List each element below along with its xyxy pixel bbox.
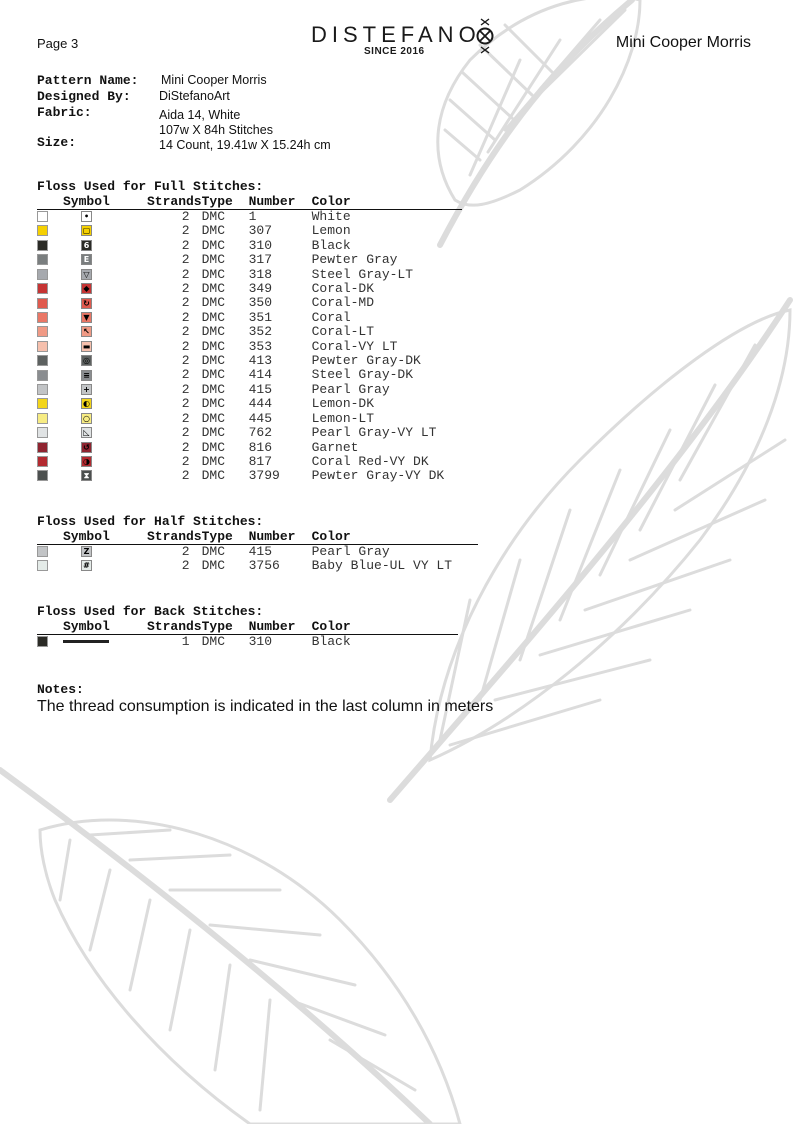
full-stitches-table	[37, 195, 462, 484]
type-cell: DMC	[201, 396, 226, 412]
stitch-symbol-icon: ◎	[81, 355, 92, 366]
strands-cell: 2	[181, 338, 190, 354]
color-swatch	[37, 312, 48, 323]
number-cell: 762	[248, 425, 273, 441]
type-cell: DMC	[201, 453, 226, 469]
color-swatch	[37, 240, 48, 251]
number-cell: 350	[248, 295, 273, 311]
back-stitches-rows	[37, 635, 458, 650]
color-swatch	[37, 413, 48, 424]
stitch-symbol-icon: #	[81, 560, 92, 571]
type-cell: DMC	[201, 425, 226, 441]
stitch-count-value: 107w X 84h Stitches	[159, 123, 273, 137]
floss-row	[37, 340, 462, 354]
color-name-cell: Pearl Gray-VY LT	[311, 425, 437, 441]
number-cell: 307	[248, 223, 273, 239]
number-cell: 3799	[248, 468, 280, 484]
strands-cell: 2	[181, 410, 190, 426]
size-value: 14 Count, 19.41w X 15.24h cm	[159, 138, 331, 152]
swatch-column-header	[37, 530, 63, 545]
type-cell: DMC	[201, 324, 226, 340]
color-name-cell: Lemon	[311, 223, 351, 239]
number-cell: 3756	[248, 558, 280, 574]
type-cell: DMC	[201, 468, 226, 484]
table-header-row	[37, 530, 478, 545]
type-cell: DMC	[201, 558, 226, 574]
stitch-symbol-icon: ⧗	[81, 470, 92, 481]
color-swatch	[37, 456, 48, 467]
floss-row	[37, 545, 478, 560]
floss-row	[37, 210, 462, 225]
color-column-header: Color	[312, 195, 462, 210]
stitch-symbol-icon: ◐	[81, 398, 92, 409]
swatch-column-header	[37, 620, 63, 635]
color-swatch	[37, 427, 48, 438]
notes-text: The thread consumption is indicated in the last column in meters	[37, 698, 494, 715]
back-stitch-line-icon	[63, 640, 109, 643]
designed-by-label: Designed By:	[37, 89, 131, 104]
number-cell: 1	[248, 209, 257, 224]
color-name-cell: Coral-VY LT	[311, 338, 398, 354]
color-name-cell: Steel Gray-LT	[311, 266, 414, 282]
color-name-cell: Lemon-DK	[311, 396, 375, 412]
strands-column-header: Strands	[147, 619, 202, 634]
brand-logo-text: DISTEFANO	[311, 22, 481, 47]
type-column-header: Type	[202, 620, 249, 635]
notes-label: Notes:	[37, 682, 84, 697]
stitch-symbol-icon: ↖	[81, 326, 92, 337]
color-swatch	[37, 211, 48, 222]
type-cell: DMC	[201, 544, 226, 559]
number-cell: 444	[248, 396, 273, 412]
brand-logo-tagline: SINCE 2016	[364, 46, 425, 57]
color-swatch	[37, 470, 48, 481]
color-swatch	[37, 326, 48, 337]
color-name-cell: Coral-MD	[311, 295, 375, 311]
strands-cell: 2	[181, 453, 190, 469]
stitch-symbol-icon: E	[81, 254, 92, 265]
strands-cell: 2	[181, 544, 190, 559]
color-swatch	[37, 254, 48, 265]
type-cell: DMC	[201, 367, 226, 383]
floss-row	[37, 559, 478, 573]
color-name-cell: Lemon-LT	[311, 410, 375, 426]
color-swatch	[37, 370, 48, 381]
number-cell: 352	[248, 324, 273, 340]
number-column-header: Number	[249, 620, 312, 635]
type-cell: DMC	[201, 309, 226, 325]
color-swatch	[37, 341, 48, 352]
number-cell: 415	[248, 381, 273, 397]
type-cell: DMC	[201, 439, 226, 455]
color-swatch	[37, 283, 48, 294]
strands-cell: 2	[181, 439, 190, 455]
symbol-column-header: Symbol	[63, 620, 147, 635]
table-header-row	[37, 195, 462, 210]
floss-row	[37, 441, 462, 455]
strands-cell: 2	[181, 367, 190, 383]
stitch-symbol-icon: ◆	[81, 283, 92, 294]
stitch-symbol-icon: ▽	[81, 269, 92, 280]
floss-row	[37, 268, 462, 282]
fabric-label: Fabric:	[37, 105, 92, 120]
strands-cell: 2	[181, 237, 190, 253]
color-name-cell: Pewter Gray	[311, 252, 398, 268]
floss-row	[37, 239, 462, 253]
color-name-cell: Coral	[311, 309, 351, 325]
type-column-header: Type	[202, 195, 249, 210]
strands-cell: 2	[181, 266, 190, 282]
floss-row	[37, 412, 462, 426]
number-column-header: Number	[249, 195, 312, 210]
color-swatch	[37, 560, 48, 571]
number-column-header: Number	[249, 530, 312, 545]
table-header-row	[37, 620, 458, 635]
number-cell: 318	[248, 266, 273, 282]
strands-column-header: Strands	[147, 529, 202, 544]
color-swatch	[37, 442, 48, 453]
half-stitches-title: Floss Used for Half Stitches:	[37, 514, 264, 529]
type-cell: DMC	[201, 410, 226, 426]
full-stitches-title: Floss Used for Full Stitches:	[37, 179, 264, 194]
floss-row	[37, 469, 462, 483]
type-cell: DMC	[201, 266, 226, 282]
floss-row	[37, 455, 462, 469]
symbol-column-header: Symbol	[63, 530, 147, 545]
color-swatch	[37, 384, 48, 395]
type-cell: DMC	[201, 237, 226, 253]
color-swatch	[37, 398, 48, 409]
color-column-header: Color	[312, 530, 478, 545]
color-name-cell: Pearl Gray	[311, 544, 390, 559]
strands-cell: 2	[181, 353, 190, 369]
floss-row	[37, 635, 458, 650]
stitch-symbol-icon: Z	[81, 546, 92, 557]
symbol-column-header: Symbol	[63, 195, 147, 210]
number-cell: 415	[248, 544, 273, 559]
color-swatch	[37, 636, 48, 647]
color-column-header: Color	[312, 620, 458, 635]
strands-cell: 2	[181, 309, 190, 325]
type-cell: DMC	[201, 338, 226, 354]
fabric-value: Aida 14, White	[159, 108, 241, 122]
floss-row	[37, 282, 462, 296]
color-name-cell: Coral-DK	[311, 281, 375, 297]
floss-row	[37, 368, 462, 382]
floss-row	[37, 224, 462, 238]
color-name-cell: Pewter Gray-DK	[311, 353, 421, 369]
color-swatch	[37, 546, 48, 557]
half-stitches-table	[37, 530, 478, 574]
stitch-symbol-icon: ◑	[81, 456, 92, 467]
stitch-symbol-icon: ▬	[82, 341, 91, 351]
color-swatch	[37, 269, 48, 280]
color-name-cell: Black	[311, 634, 351, 649]
number-cell: 317	[248, 252, 273, 268]
stitch-symbol-icon: ↺	[81, 442, 92, 453]
color-name-cell: Coral-LT	[311, 324, 375, 340]
strands-cell: 2	[181, 381, 190, 397]
strands-cell: 2	[181, 396, 190, 412]
number-cell: 817	[248, 453, 273, 469]
strands-cell: 2	[181, 281, 190, 297]
strands-cell: 2	[181, 425, 190, 441]
number-cell: 414	[248, 367, 273, 383]
floss-row	[37, 397, 462, 411]
strands-cell: 2	[181, 558, 190, 574]
color-name-cell: Black	[311, 237, 351, 253]
pattern-name-value: Mini Cooper Morris	[161, 73, 267, 87]
strands-cell: 2	[181, 223, 190, 239]
page-number: Page 3	[37, 36, 79, 51]
half-stitches-rows	[37, 545, 478, 574]
number-cell: 310	[248, 634, 273, 649]
strands-cell: 2	[181, 209, 190, 224]
number-cell: 445	[248, 410, 273, 426]
number-cell: 351	[248, 309, 273, 325]
type-cell: DMC	[201, 281, 226, 297]
floss-row	[37, 253, 462, 267]
type-cell: DMC	[201, 353, 226, 369]
stitch-symbol-icon: 6	[81, 240, 92, 251]
document-title: Mini Cooper Morris	[615, 34, 751, 51]
strands-cell: 1	[181, 634, 190, 649]
floss-row	[37, 426, 462, 440]
color-name-cell: Pewter Gray-VY DK	[311, 468, 445, 484]
size-label: Size:	[37, 135, 77, 150]
stitch-symbol-icon: ▢	[82, 226, 91, 236]
stitch-symbol-icon: ↻	[81, 298, 92, 309]
color-swatch	[37, 225, 48, 236]
floss-row	[37, 383, 462, 397]
number-cell: 816	[248, 439, 273, 455]
brand-logo-mark-icon	[474, 17, 496, 55]
swatch-column-header	[37, 195, 63, 210]
number-cell: 310	[248, 237, 273, 253]
color-name-cell: Pearl Gray	[311, 381, 390, 397]
back-stitches-table	[37, 620, 458, 649]
type-column-header: Type	[202, 530, 249, 545]
type-cell: DMC	[201, 252, 226, 268]
color-swatch	[37, 298, 48, 309]
strands-cell: 2	[181, 252, 190, 268]
stitch-symbol-icon: ▼	[81, 312, 92, 323]
strands-cell: 2	[181, 295, 190, 311]
full-stitches-rows	[37, 210, 462, 484]
color-name-cell: Garnet	[311, 439, 359, 455]
back-stitches-title: Floss Used for Back Stitches:	[37, 604, 264, 619]
color-name-cell: White	[311, 209, 351, 224]
type-cell: DMC	[201, 381, 226, 397]
stitch-symbol-icon: ≡	[81, 370, 92, 381]
stitch-symbol-icon: •	[81, 211, 92, 222]
color-name-cell: Coral Red-VY DK	[311, 453, 429, 469]
floss-row	[37, 325, 462, 339]
color-name-cell: Baby Blue-UL VY LT	[311, 558, 453, 574]
type-cell: DMC	[201, 223, 226, 239]
strands-cell: 2	[181, 468, 190, 484]
floss-row	[37, 296, 462, 310]
type-cell: DMC	[201, 634, 226, 649]
type-cell: DMC	[201, 295, 226, 311]
color-swatch	[37, 355, 48, 366]
number-cell: 349	[248, 281, 273, 297]
color-name-cell: Steel Gray-DK	[311, 367, 414, 383]
floss-row	[37, 311, 462, 325]
stitch-symbol-icon: ◺	[81, 427, 92, 438]
type-cell: DMC	[201, 209, 226, 224]
number-cell: 413	[248, 353, 273, 369]
pattern-name-label: Pattern Name:	[37, 73, 139, 88]
strands-cell: 2	[181, 324, 190, 340]
stitch-symbol-icon: +	[81, 384, 92, 395]
designed-by-value: DiStefanoArt	[159, 89, 230, 103]
stitch-symbol-icon: ○	[81, 413, 92, 424]
number-cell: 353	[248, 338, 273, 354]
strands-column-header: Strands	[147, 194, 202, 209]
floss-row	[37, 354, 462, 368]
